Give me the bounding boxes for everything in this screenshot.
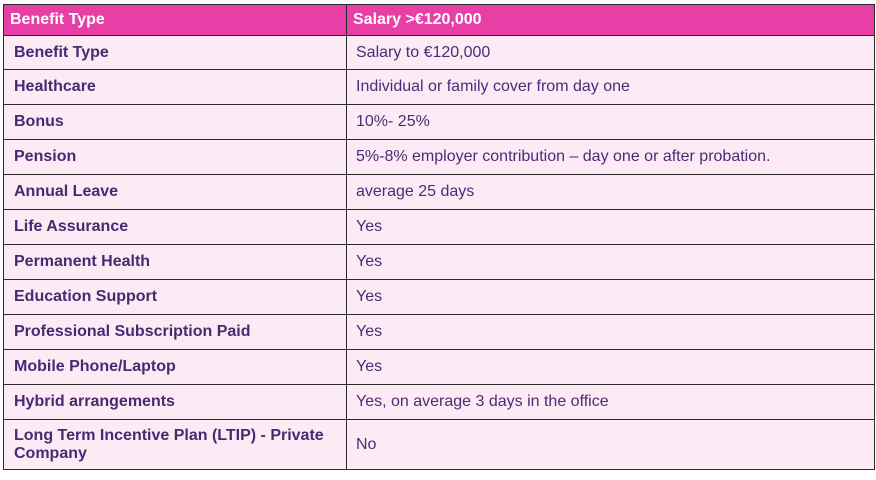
value-cell: Yes (347, 315, 875, 350)
benefit-cell: Bonus (4, 105, 347, 140)
value-cell: average 25 days (347, 175, 875, 210)
table-row (4, 350, 875, 385)
benefits-table (3, 4, 875, 470)
table-row (4, 210, 875, 245)
benefit-cell: Permanent Health (4, 245, 347, 280)
benefit-cell (4, 420, 347, 470)
value-cell: No (347, 420, 875, 470)
benefits-table-container (3, 4, 874, 470)
table-row (4, 385, 875, 420)
table-row (4, 140, 875, 175)
value-cell: Yes, on average 3 days in the office (347, 385, 875, 420)
benefit-cell: Hybrid arrangements (4, 385, 347, 420)
value-cell: Yes (347, 210, 875, 245)
table-row (4, 70, 875, 105)
table-row (4, 36, 875, 70)
value-cell: 5%-8% employer contribution – day one or after probation. (347, 140, 875, 175)
benefit-cell: Pension (4, 140, 347, 175)
benefit-cell: Benefit Type (4, 36, 347, 70)
table-header-row (4, 5, 875, 36)
header-salary: Salary >€120,000 (347, 5, 875, 36)
benefit-cell: Professional Subscription Paid (4, 315, 347, 350)
table-row (4, 175, 875, 210)
benefit-cell: Mobile Phone/Laptop (4, 350, 347, 385)
benefit-cell: Healthcare (4, 70, 347, 105)
table-row (4, 420, 875, 470)
header-benefit-type: Benefit Type (4, 5, 347, 36)
table-row (4, 105, 875, 140)
value-cell: 10%- 25% (347, 105, 875, 140)
benefit-cell: Annual Leave (4, 175, 347, 210)
value-cell: Salary to €120,000 (347, 36, 875, 70)
table-row (4, 315, 875, 350)
benefit-cell: Education Support (4, 280, 347, 315)
value-cell: Yes (347, 245, 875, 280)
table-row (4, 245, 875, 280)
benefit-cell: Life Assurance (4, 210, 347, 245)
value-cell: Yes (347, 280, 875, 315)
value-cell: Yes (347, 350, 875, 385)
table-row (4, 280, 875, 315)
value-cell: Individual or family cover from day one (347, 70, 875, 105)
benefit-cell-text: Long Term Incentive Plan (LTIP) - Private Company (14, 426, 324, 462)
